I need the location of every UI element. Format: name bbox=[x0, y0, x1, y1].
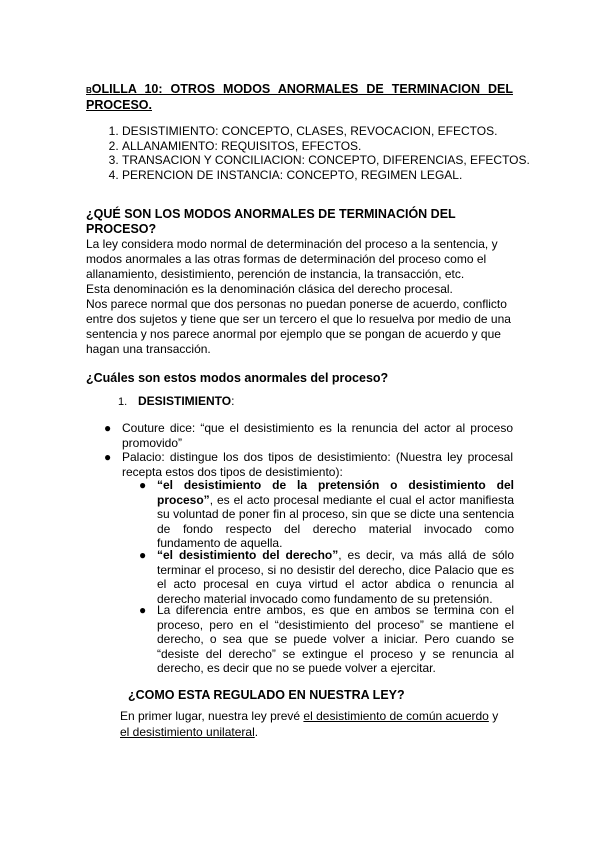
topic-item: 4. PERENCION DE INSTANCIA: CONCEPTO, REGIMEN LEGAL. bbox=[122, 168, 542, 183]
subbullet-term: “el desistimiento de la pretensión o desistimiento del proceso” bbox=[157, 478, 514, 507]
topic-list bbox=[86, 124, 542, 182]
topic-item: 3. TRANSACION Y CONCILIACION: CONCEPTO, DIFERENCIAS, EFECTOS. bbox=[122, 153, 542, 168]
paragraph-regulacion bbox=[120, 708, 510, 740]
subheading-colon: : bbox=[231, 394, 235, 408]
bullet-dot-icon: ● bbox=[139, 548, 147, 562]
subbullet-text bbox=[157, 548, 514, 606]
section-heading-cuales: ¿Cuáles son estos modos anormales del proceso? bbox=[86, 371, 389, 385]
desistimiento-comun-acuerdo-link: el desistimiento de común acuerdo bbox=[303, 709, 489, 723]
subbullet-text: La diferencia entre ambos, es que en ambos se termina con el proceso, pero en el “desistimiento del proceso” se mantiene el derecho, o sea que se puede volver a iniciar. Pero cuando se “desiste del derecho” se extingue el proceso y se renuncia al derecho, es decir que no se puede volver a ejercitar. bbox=[157, 603, 514, 675]
subheading-label: DESISTIMIENTO bbox=[138, 394, 232, 408]
bullet-text: Couture dice: “que el desistimiento es la renuncia del actor al proceso promovido” bbox=[122, 421, 513, 450]
bullet-dot-icon: ● bbox=[104, 421, 112, 435]
subheading-number: 1. bbox=[118, 396, 128, 408]
topic-item: 2. ALLANAMIENTO: REQUISITOS, EFECTOS. bbox=[122, 139, 542, 154]
bullet-dot-icon: ● bbox=[104, 450, 112, 464]
subbullet-definition: , es decir, va más allá de sólo terminar el proceso, si no desistir del derecho, dice Palacio que es el acto procesal en cuya virtud el actor abdica o renuncia al derecho material invocado como fundamento de su pretensión. bbox=[157, 548, 514, 606]
section-heading-modos-anormales: ¿QUÉ SON LOS MODOS ANORMALES DE TERMINACIÓN DEL PROCESO? bbox=[86, 207, 456, 236]
regulacion-text: y bbox=[488, 709, 499, 723]
regulacion-text: . bbox=[254, 725, 259, 739]
section-heading-regulacion: ¿COMO ESTA REGULADO EN NUESTRA LEY? bbox=[128, 688, 405, 702]
paragraph-normal-anormal: Nos parece normal que dos personas no puedan ponerse de acuerdo, conflicto entre dos sujetos y tiene que ser un tercero el que lo resuelva por medio de una sentencia y nos parece anormal por ejemplo que se pongan de acuerdo y que hagan una transacción. bbox=[86, 297, 511, 356]
paragraph-denominacion: Esta denominación es la denominación clásica del derecho procesal. bbox=[86, 282, 453, 296]
topic-item: 1. DESISTIMIENTO: CONCEPTO, CLASES, REVOCACION, EFECTOS. bbox=[122, 124, 542, 139]
document-title bbox=[86, 82, 513, 113]
subbullet-text bbox=[157, 478, 514, 551]
bullet-dot-icon: ● bbox=[139, 603, 147, 617]
paragraph-ley: La ley considera modo normal de determinación del proceso a la sentencia, y modos anormales a las otras formas de determinación del proceso como el allanamiento, desistimiento, perención de instancia, la transacción, etc. bbox=[86, 237, 498, 281]
subbullet-term: “el desistimiento del derecho” bbox=[157, 548, 339, 562]
title-initial: B bbox=[86, 86, 92, 95]
subbullet-definition: , es el acto procesal mediante el cual el actor manifiesta su voluntad de poner fin al proceso, sin que se dicte una sentencia de fondo respecto del derecho material invocado como fundamento de aquella. bbox=[157, 492, 514, 550]
desistimiento-unilateral-link: el desistimiento unilateral bbox=[120, 725, 255, 739]
bullet-text: Palacio: distingue los dos tipos de desistimiento: (Nuestra ley procesal recepta estos dos tipos de desistimiento): bbox=[122, 450, 513, 479]
subheading-desistimiento bbox=[118, 394, 234, 408]
bullet-dot-icon: ● bbox=[139, 478, 147, 492]
regulacion-text: En primer lugar, nuestra ley prevé bbox=[120, 709, 304, 723]
title-text: OLILLA 10: OTROS MODOS ANORMALES DE TERMINACION DEL PROCESO. bbox=[86, 82, 513, 112]
